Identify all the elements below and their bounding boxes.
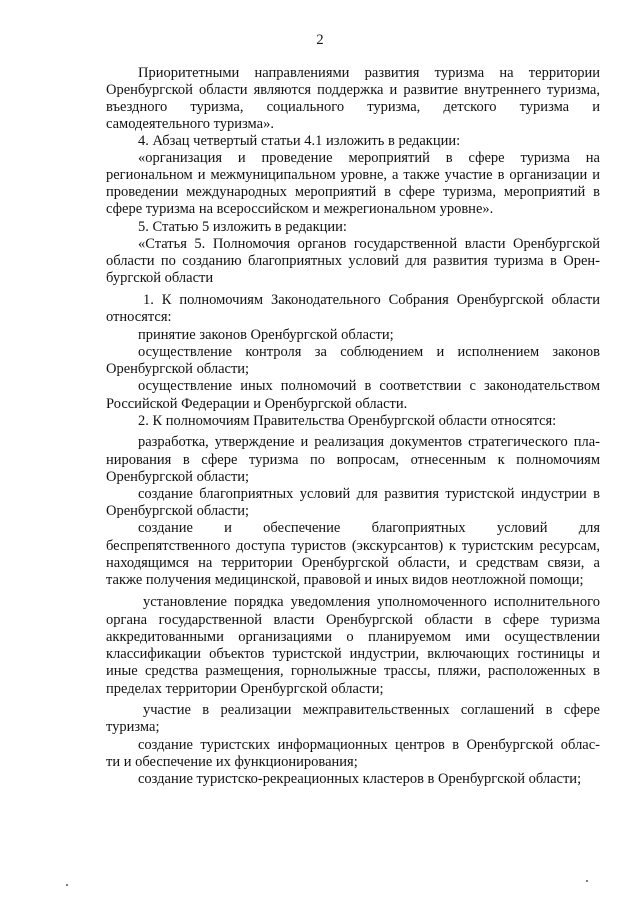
scan-speck: [586, 880, 588, 882]
quote-line: «организация и проведение мероприятий в сфере туризма на: [138, 150, 600, 166]
text-line: аккредитованными организациями о планируемом ими осуществлении: [106, 629, 600, 645]
text-line: осуществление иных полномочий в соответствии с законодательством: [138, 378, 600, 394]
text-line: также получения медицинской, правовой и иных видов неотложной помощи;: [106, 572, 584, 588]
text-line: Оренбургской области;: [106, 503, 250, 519]
text-line: создание и обеспечение благоприятных условий для: [138, 520, 600, 536]
quote-line: региональном и межмуниципальном уровне, а также участие в организации и: [106, 167, 600, 183]
article-heading-line: области по созданию благоприятных условий для развития туризма в Орен-: [106, 253, 600, 269]
text-line: 4. Абзац четвертый статьи 4.1 изложить в редакции:: [138, 133, 461, 149]
text-line: Оренбургской области;: [106, 361, 250, 377]
text-line: туризма;: [106, 719, 160, 735]
text-line: 1. К полномочиям Законодательного Собрания Оренбургской области: [143, 292, 600, 308]
page-number: 2: [316, 32, 324, 48]
text-line: беспрепятственного доступа туристов (экскурсантов) к туристским ресурсам,: [106, 538, 600, 554]
text-line: относятся:: [106, 309, 172, 325]
text-line: создание туристско-рекреационных кластеров в Оренбургской области;: [138, 771, 582, 787]
text-line: Приоритетными направлениями развития туризма на территории: [138, 65, 600, 81]
text-line: ти и обеспечение их функционирования;: [106, 754, 358, 770]
article-heading-line: бургской области: [106, 270, 214, 286]
article-heading-line: «Статья 5. Полномочия органов государственной власти Оренбургской: [138, 236, 600, 252]
text-line: Оренбургской области являются поддержка и развитие внутреннего туризма,: [106, 82, 600, 98]
text-line: нирования в сфере туризма по вопросам, отнесенным к полномочиям: [106, 452, 600, 468]
text-line: 2. К полномочиям Правительства Оренбургской области относятся:: [138, 413, 557, 429]
text-line: классификации объектов туристской индустрии, включающих гостиницы и: [106, 646, 600, 662]
scan-speck: [66, 884, 68, 886]
text-line: создание туристских информационных центров в Оренбургской облас-: [138, 737, 600, 753]
text-line: находящимся на территории Оренбургской области, и средствам связи, а: [106, 555, 600, 571]
text-line: Российской Федерации и Оренбургской области.: [106, 396, 408, 412]
text-line: создание благоприятных условий для развития туристской индустрии в: [138, 486, 600, 502]
quote-line: проведении международных мероприятий в сфере туризма, мероприятий в: [106, 184, 600, 200]
text-line: разработка, утверждение и реализация документов стратегического пла-: [138, 434, 600, 450]
quote-line: сфере туризма на всероссийском и межрегиональном уровне».: [106, 201, 494, 217]
text-line: органа государственной власти Оренбургской области в сфере туризма: [106, 612, 600, 628]
text-line: самодеятельного туризма».: [106, 116, 274, 132]
text-line: принятие законов Оренбургской области;: [138, 327, 394, 343]
text-line: 5. Статью 5 изложить в редакции:: [138, 219, 347, 235]
text-line: въездного туризма, социального туризма, детского туризма и: [106, 99, 600, 115]
text-line: иные средства размещения, горнолыжные трассы, пляжи, расположенных в: [106, 663, 600, 679]
text-line: осуществление контроля за соблюдением и исполнением законов: [138, 344, 600, 360]
text-line: Оренбургской области;: [106, 469, 250, 485]
text-line: установление порядка уведомления уполномоченного исполнительного: [143, 594, 600, 610]
text-line: участие в реализации межправительственных соглашений в сфере: [143, 702, 600, 718]
text-line: пределах территории Оренбургской области;: [106, 681, 384, 697]
